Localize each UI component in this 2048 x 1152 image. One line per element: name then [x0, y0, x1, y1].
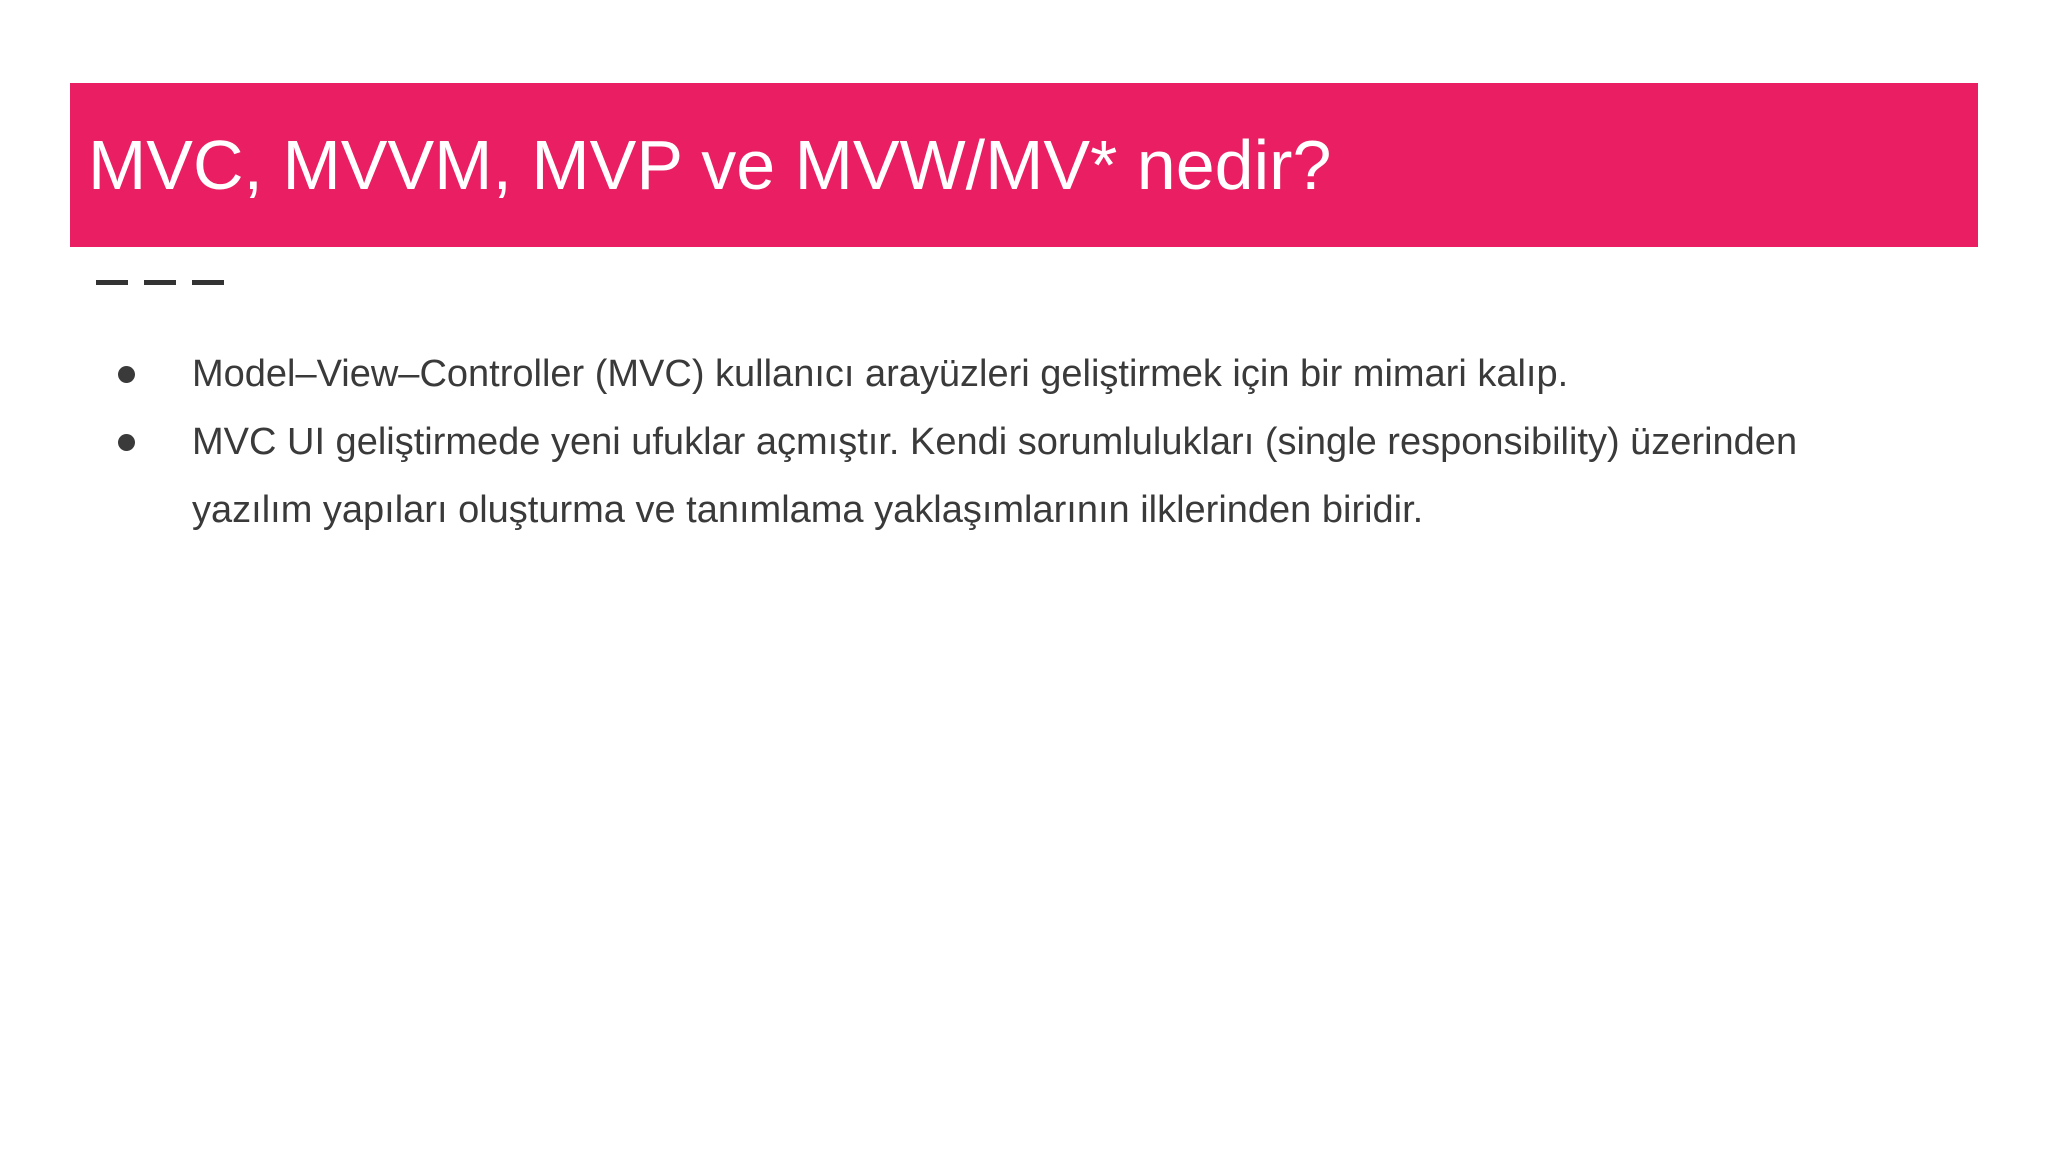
dash-segment: [192, 280, 224, 285]
bullet-item: [110, 408, 1910, 544]
title-bar: [70, 83, 1978, 247]
dash-separator-icon: [96, 280, 224, 285]
bullet-text: MVC UI geliştirmede yeni ufuklar açmıştır. Kendi sorumlulukları (single responsibility) üzerinden yazılım yapıları oluşturma ve tanımlama yaklaşımlarının ilklerinden biridir.: [192, 421, 1798, 531]
bullet-dot-icon: [118, 434, 135, 451]
bullet-dot-icon: [118, 366, 135, 383]
bullet-list: [110, 340, 1910, 544]
bullet-text: Model–View–Controller (MVC) kullanıcı arayüzleri geliştirmek için bir mimari kalıp.: [192, 353, 1569, 395]
bullet-item: [110, 340, 1910, 408]
dash-segment: [144, 280, 176, 285]
slide-title: MVC, MVVM, MVP ve MVW/MV* nedir?: [88, 126, 1332, 204]
dash-segment: [96, 280, 128, 285]
